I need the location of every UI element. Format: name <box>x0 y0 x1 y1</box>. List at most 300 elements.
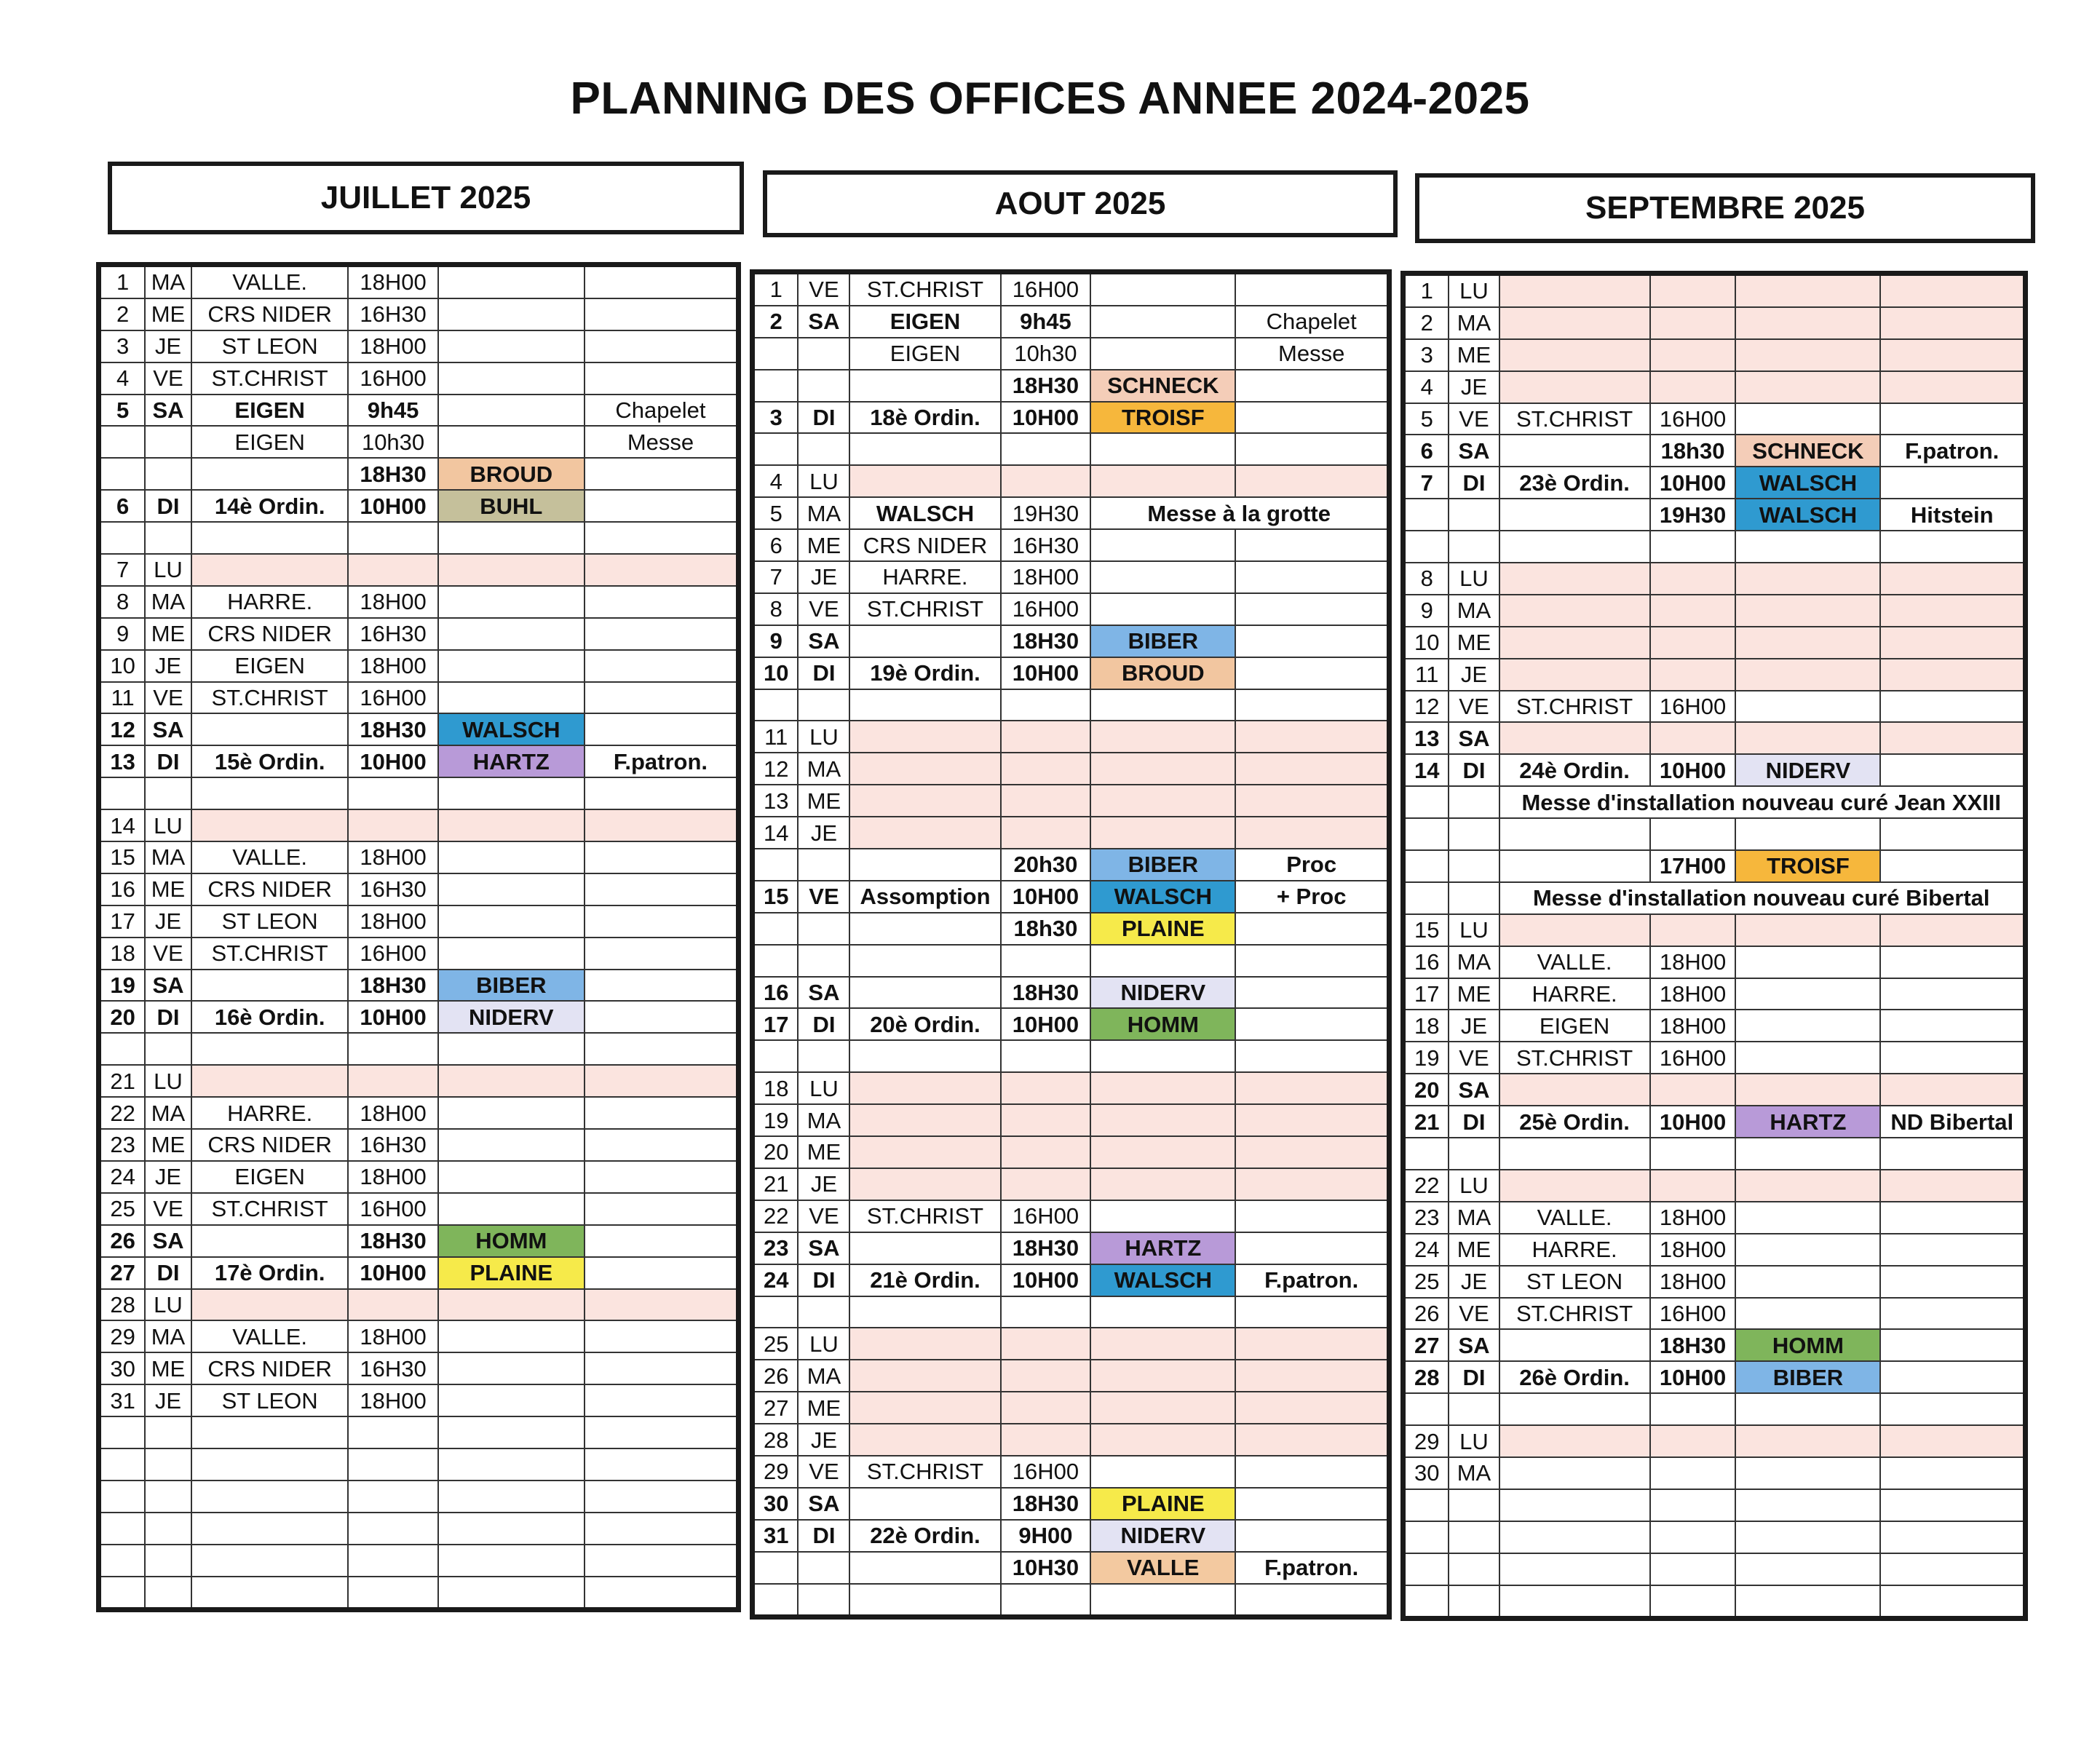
place-cell <box>191 970 349 1002</box>
table-row <box>1403 659 2026 691</box>
weekday: ME <box>1449 339 1499 371</box>
day-number <box>753 1296 799 1328</box>
time-cell: 16H00 <box>1650 403 1736 435</box>
remark-cell: F.patron. <box>1235 1552 1389 1584</box>
table-row <box>753 497 1390 529</box>
weekday: LU <box>798 465 849 497</box>
celebrant-cell <box>1090 433 1235 465</box>
place-cell <box>849 1328 1000 1360</box>
place-cell: 25è Ordin. <box>1499 1106 1650 1138</box>
remark-cell <box>585 1481 739 1513</box>
place-cell: 19è Ordin. <box>849 657 1000 689</box>
place-cell: WALSCH <box>849 497 1000 529</box>
time-cell: 18H00 <box>1650 1010 1736 1042</box>
day-number: 1 <box>753 272 799 306</box>
table-row <box>1403 1010 2026 1042</box>
weekday <box>1449 818 1499 850</box>
remark-cell <box>1880 1457 2025 1489</box>
day-number: 8 <box>1403 563 1449 595</box>
place-cell <box>1499 1585 1650 1619</box>
time-cell: 18H00 <box>1650 978 1736 1010</box>
table-row <box>753 1520 1390 1552</box>
day-number: 16 <box>99 873 146 905</box>
remark-cell <box>585 905 739 938</box>
day-number: 23 <box>99 1129 146 1161</box>
table-row <box>99 809 739 841</box>
table-row <box>1403 403 2026 435</box>
weekday <box>798 1584 849 1617</box>
place-cell: ST.CHRIST <box>191 682 349 714</box>
celebrant-cell <box>1735 978 1880 1010</box>
day-number <box>99 426 146 458</box>
day-number <box>753 1552 799 1584</box>
table-row <box>99 458 739 490</box>
weekday: DI <box>798 402 849 434</box>
day-number: 4 <box>1403 371 1449 403</box>
remark-cell <box>1880 1298 2025 1330</box>
table-row <box>753 1328 1390 1360</box>
table-row <box>1403 1106 2026 1138</box>
table-row <box>1403 722 2026 754</box>
place-cell <box>1499 659 1650 691</box>
time-cell: 18H30 <box>348 970 437 1002</box>
time-cell: 18H30 <box>1001 1232 1091 1264</box>
place-cell <box>191 554 349 586</box>
day-number: 2 <box>99 298 146 330</box>
time-cell <box>1001 1584 1091 1617</box>
weekday: MA <box>798 1104 849 1136</box>
table-row <box>1403 786 2026 818</box>
celebrant-cell: BUHL <box>438 490 585 522</box>
remark-cell <box>1235 1488 1389 1520</box>
celebrant-cell <box>1735 1457 1880 1489</box>
table-row <box>753 402 1390 434</box>
weekday: SA <box>1449 1329 1499 1361</box>
day-number: 10 <box>753 657 799 689</box>
remark-cell <box>1235 1200 1389 1232</box>
table-row <box>1403 1489 2026 1521</box>
remark-cell <box>1880 371 2025 403</box>
place-cell: EIGEN <box>191 426 349 458</box>
place-cell <box>191 1416 349 1448</box>
place-cell: EIGEN <box>1499 1010 1650 1042</box>
weekday <box>1449 531 1499 563</box>
day-number: 30 <box>753 1488 799 1520</box>
time-cell: 18h30 <box>1650 435 1736 467</box>
place-cell: HARRE. <box>1499 978 1650 1010</box>
celebrant-cell <box>438 522 585 554</box>
weekday: JE <box>798 1424 849 1456</box>
celebrant-cell <box>1090 1424 1235 1456</box>
time-cell <box>1650 563 1736 595</box>
celebrant-cell <box>438 1577 585 1610</box>
celebrant-cell: NIDERV <box>1090 1520 1235 1552</box>
celebrant-cell <box>438 362 585 395</box>
day-number: 22 <box>753 1200 799 1232</box>
time-cell: 20h30 <box>1001 849 1091 881</box>
table-row <box>753 1360 1390 1392</box>
celebrant-cell <box>1090 785 1235 817</box>
table-row <box>99 395 739 427</box>
celebrant-cell <box>438 938 585 970</box>
weekday <box>145 522 191 554</box>
remark-cell <box>1880 1393 2025 1425</box>
table-row <box>1403 914 2026 946</box>
month-title: JUILLET 2025 <box>320 180 531 215</box>
table-row <box>1403 307 2026 339</box>
wide-note: Messe d'installation nouveau curé Bibertal <box>1499 882 2026 914</box>
place-cell <box>191 1289 349 1321</box>
table-row <box>99 1065 739 1097</box>
table-row <box>753 1072 1390 1104</box>
weekday: LU <box>1449 1425 1499 1457</box>
time-cell <box>1001 1040 1091 1072</box>
celebrant-cell: NIDERV <box>438 1001 585 1033</box>
time-cell: 18H30 <box>1001 625 1091 657</box>
place-cell: EIGEN <box>849 306 1000 338</box>
weekday: SA <box>798 306 849 338</box>
day-number: 16 <box>1403 946 1449 978</box>
time-cell: 19H30 <box>1001 497 1091 529</box>
celebrant-cell <box>1090 272 1235 306</box>
place-cell <box>1499 818 1650 850</box>
time-cell <box>348 522 437 554</box>
place-cell: EIGEN <box>849 338 1000 370</box>
weekday <box>1449 1521 1499 1553</box>
table-row <box>99 1384 739 1416</box>
weekday: MA <box>798 1360 849 1392</box>
weekday <box>145 1033 191 1065</box>
place-cell <box>1499 1457 1650 1489</box>
day-number: 3 <box>1403 339 1449 371</box>
remark-cell <box>1880 1170 2025 1202</box>
time-cell: 16H00 <box>1650 1042 1736 1074</box>
table-row <box>99 1289 739 1321</box>
time-cell <box>1650 531 1736 563</box>
day-number: 3 <box>753 402 799 434</box>
remark-cell <box>1235 817 1389 849</box>
celebrant-cell: HARTZ <box>1090 1232 1235 1264</box>
weekday: ME <box>798 785 849 817</box>
remark-cell <box>1235 465 1389 497</box>
remark-cell <box>1235 1136 1389 1168</box>
calendar-table-aout <box>750 269 1392 1620</box>
weekday <box>798 1040 849 1072</box>
weekday <box>1449 786 1499 818</box>
celebrant-cell <box>1735 1298 1880 1330</box>
day-number <box>1403 850 1449 882</box>
place-cell <box>849 1392 1000 1424</box>
place-cell: ST.CHRIST <box>849 272 1000 306</box>
day-number: 5 <box>99 395 146 427</box>
table-row <box>1403 1329 2026 1361</box>
time-cell <box>1650 274 1736 307</box>
time-cell: 18H00 <box>348 1097 437 1129</box>
remark-cell <box>585 1545 739 1577</box>
place-cell: ST.CHRIST <box>191 938 349 970</box>
celebrant-cell: TROISF <box>1735 850 1880 882</box>
celebrant-cell <box>438 809 585 841</box>
place-cell: 14è Ordin. <box>191 490 349 522</box>
time-cell: 16H30 <box>348 1352 437 1384</box>
time-cell <box>1650 371 1736 403</box>
time-cell <box>348 809 437 841</box>
time-cell <box>1650 1138 1736 1170</box>
table-row <box>1403 1298 2026 1330</box>
day-number <box>753 433 799 465</box>
table-row <box>753 1136 1390 1168</box>
day-number: 11 <box>99 682 146 714</box>
day-number: 21 <box>99 1065 146 1097</box>
table-row <box>753 753 1390 785</box>
table-row <box>1403 1170 2026 1202</box>
place-cell <box>849 1232 1000 1264</box>
time-cell: 18H00 <box>348 905 437 938</box>
remark-cell: F.patron. <box>1880 435 2025 467</box>
remark-cell <box>1880 1010 2025 1042</box>
celebrant-cell <box>1735 1266 1880 1298</box>
day-number: 13 <box>753 785 799 817</box>
celebrant-cell <box>438 426 585 458</box>
time-cell <box>1650 1585 1736 1619</box>
day-number <box>99 458 146 490</box>
remark-cell <box>1235 1392 1389 1424</box>
weekday: JE <box>145 650 191 682</box>
table-row <box>99 1416 739 1448</box>
celebrant-cell <box>1090 338 1235 370</box>
place-cell <box>191 777 349 809</box>
place-cell <box>849 1104 1000 1136</box>
time-cell: 10h30 <box>1001 338 1091 370</box>
place-cell <box>849 753 1000 785</box>
weekday <box>145 777 191 809</box>
table-row <box>753 1264 1390 1296</box>
day-number: 25 <box>99 1193 146 1225</box>
place-cell: HARRE. <box>1499 1234 1650 1266</box>
remark-cell <box>585 1513 739 1545</box>
table-row <box>753 689 1390 721</box>
celebrant-cell <box>1090 945 1235 977</box>
remark-cell: Chapelet <box>1235 306 1389 338</box>
remark-cell <box>1235 721 1389 753</box>
remark-cell <box>585 1065 739 1097</box>
day-number: 3 <box>99 330 146 362</box>
weekday <box>145 1416 191 1448</box>
time-cell: 18H30 <box>348 713 437 745</box>
celebrant-cell <box>438 1352 585 1384</box>
weekday: ME <box>798 1136 849 1168</box>
place-cell: CRS NIDER <box>849 529 1000 561</box>
place-cell <box>849 1040 1000 1072</box>
weekday: VE <box>145 362 191 395</box>
table-row <box>99 938 739 970</box>
weekday: LU <box>798 721 849 753</box>
place-cell <box>1499 1393 1650 1425</box>
place-cell: ST.CHRIST <box>849 1456 1000 1488</box>
weekday <box>1449 850 1499 882</box>
time-cell: 18H00 <box>348 330 437 362</box>
place-cell <box>849 913 1000 945</box>
celebrant-cell <box>1090 721 1235 753</box>
day-number: 26 <box>1403 1298 1449 1330</box>
remark-cell <box>585 1320 739 1352</box>
weekday <box>798 945 849 977</box>
weekday: ME <box>798 1392 849 1424</box>
day-number <box>753 689 799 721</box>
remark-cell <box>1235 1584 1389 1617</box>
celebrant-cell: NIDERV <box>1090 977 1235 1009</box>
celebrant-cell <box>438 1129 585 1161</box>
month-header-septembre <box>1415 173 2035 243</box>
remark-cell <box>585 1289 739 1321</box>
day-number: 31 <box>753 1520 799 1552</box>
time-cell: 18h30 <box>1001 913 1091 945</box>
place-cell: ST.CHRIST <box>191 362 349 395</box>
day-number <box>1403 786 1449 818</box>
table-row <box>99 1097 739 1129</box>
table-row <box>99 586 739 618</box>
day-number: 4 <box>753 465 799 497</box>
celebrant-cell <box>1735 563 1880 595</box>
place-cell <box>1499 1170 1650 1202</box>
time-cell: 16H00 <box>348 682 437 714</box>
time-cell <box>1001 1072 1091 1104</box>
time-cell: 10H00 <box>348 1257 437 1289</box>
place-cell: VALLE. <box>191 841 349 873</box>
remark-cell <box>585 650 739 682</box>
celebrant-cell <box>1090 689 1235 721</box>
weekday <box>798 913 849 945</box>
place-cell: ST.CHRIST <box>191 1193 349 1225</box>
place-cell <box>1499 850 1650 882</box>
weekday <box>145 1513 191 1545</box>
weekday: JE <box>1449 1266 1499 1298</box>
day-number: 26 <box>753 1360 799 1392</box>
time-cell: 10H00 <box>1001 1264 1091 1296</box>
table-row <box>753 529 1390 561</box>
wide-note: Messe d'installation nouveau curé Jean XXIII <box>1499 786 2026 818</box>
celebrant-cell: HOMM <box>438 1225 585 1257</box>
month-title: AOUT 2025 <box>994 186 1166 221</box>
remark-cell <box>1880 1521 2025 1553</box>
weekday: JE <box>1449 371 1499 403</box>
time-cell <box>1650 307 1736 339</box>
place-cell: HARRE. <box>191 1097 349 1129</box>
remark-cell <box>1880 1202 2025 1234</box>
weekday: JE <box>798 1168 849 1200</box>
day-number <box>99 1448 146 1481</box>
table-row <box>99 1033 739 1065</box>
time-cell: 18H00 <box>348 650 437 682</box>
time-cell: 16H00 <box>1650 1298 1736 1330</box>
place-cell <box>849 849 1000 881</box>
remark-cell: Messe <box>1235 338 1389 370</box>
remark-cell <box>1880 274 2025 307</box>
remark-cell: Chapelet <box>585 395 739 427</box>
remark-cell <box>1235 1360 1389 1392</box>
day-number: 29 <box>99 1320 146 1352</box>
place-cell <box>849 1488 1000 1520</box>
remark-cell <box>585 970 739 1002</box>
time-cell: 16H00 <box>1001 1456 1091 1488</box>
weekday: VE <box>798 1200 849 1232</box>
place-cell <box>191 1448 349 1481</box>
place-cell: ST LEON <box>1499 1266 1650 1298</box>
remark-cell <box>1235 945 1389 977</box>
weekday: MA <box>145 841 191 873</box>
time-cell <box>1001 753 1091 785</box>
table-row <box>99 1481 739 1513</box>
weekday <box>798 1552 849 1584</box>
place-cell: ST.CHRIST <box>1499 1042 1650 1074</box>
day-number <box>1403 499 1449 531</box>
table-row <box>1403 1234 2026 1266</box>
table-row <box>99 330 739 362</box>
celebrant-cell <box>438 1033 585 1065</box>
weekday: LU <box>1449 563 1499 595</box>
day-number <box>99 1481 146 1513</box>
table-row <box>99 426 739 458</box>
place-cell <box>191 1033 349 1065</box>
day-number <box>1403 818 1449 850</box>
remark-cell <box>585 1384 739 1416</box>
place-cell: CRS NIDER <box>191 873 349 905</box>
day-number: 9 <box>99 618 146 650</box>
table-row <box>753 433 1390 465</box>
remark-cell <box>1235 433 1389 465</box>
table-row <box>99 713 739 745</box>
table-row <box>753 272 1390 306</box>
remark-cell <box>1880 403 2025 435</box>
remark-cell <box>1880 1489 2025 1521</box>
place-cell <box>1499 595 1650 627</box>
remark-cell <box>585 586 739 618</box>
time-cell: 10H00 <box>1001 881 1091 913</box>
table-row <box>99 1225 739 1257</box>
time-cell: 16H30 <box>348 298 437 330</box>
day-number <box>1403 1521 1449 1553</box>
day-number: 26 <box>99 1225 146 1257</box>
time-cell <box>1001 721 1091 753</box>
remark-cell <box>1235 689 1389 721</box>
weekday: ME <box>798 529 849 561</box>
day-number: 17 <box>1403 978 1449 1010</box>
place-cell <box>191 809 349 841</box>
remark-cell <box>585 1577 739 1610</box>
day-number <box>99 1577 146 1610</box>
table-row <box>99 1545 739 1577</box>
time-cell: 18H00 <box>1650 1202 1736 1234</box>
day-number: 17 <box>99 905 146 938</box>
weekday: LU <box>145 554 191 586</box>
time-cell <box>1001 1424 1091 1456</box>
weekday: LU <box>145 809 191 841</box>
remark-cell <box>585 1001 739 1033</box>
calendar-table-septembre <box>1400 271 2028 1621</box>
weekday: MA <box>1449 946 1499 978</box>
time-cell: 18H30 <box>1001 370 1091 402</box>
weekday: MA <box>145 265 191 298</box>
celebrant-cell <box>438 1289 585 1321</box>
celebrant-cell: BIBER <box>1090 625 1235 657</box>
calendar-table-juillet <box>96 262 741 1612</box>
place-cell <box>191 1513 349 1545</box>
place-cell <box>191 1225 349 1257</box>
time-cell: 16H00 <box>1001 593 1091 625</box>
table-row <box>753 1040 1390 1072</box>
day-number: 21 <box>753 1168 799 1200</box>
celebrant-cell <box>1090 1328 1235 1360</box>
